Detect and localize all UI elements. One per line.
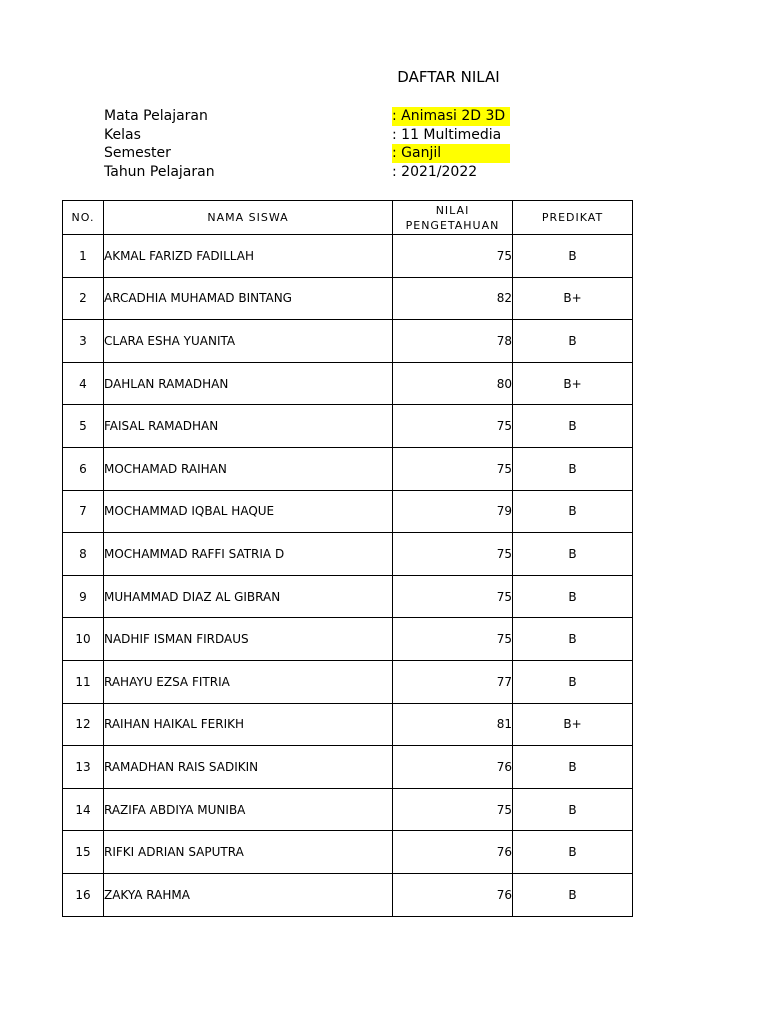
cell-no: 16 <box>63 873 104 916</box>
cell-predicate: B <box>513 235 633 278</box>
table-body <box>63 235 633 917</box>
cell-no: 8 <box>63 533 104 576</box>
cell-predicate: B <box>513 873 633 916</box>
cell-no: 3 <box>63 320 104 363</box>
table-row <box>63 362 633 405</box>
cell-name: NADHIF ISMAN FIRDAUS <box>104 618 393 661</box>
header-score-line2: PENGETAHUAN <box>405 218 500 232</box>
cell-score: 77 <box>393 660 513 703</box>
info-label: Semester <box>104 145 171 161</box>
cell-score: 75 <box>393 533 513 576</box>
header-predicate: PREDIKAT <box>513 201 633 235</box>
info-value: : 11 Multimedia <box>392 126 502 143</box>
table-row <box>63 320 633 363</box>
cell-name: DAHLAN RAMADHAN <box>104 362 393 405</box>
cell-predicate: B <box>513 660 633 703</box>
cell-no: 2 <box>63 277 104 320</box>
cell-score: 82 <box>393 277 513 320</box>
cell-predicate: B <box>513 831 633 874</box>
cell-name: ZAKYA RAHMA <box>104 873 393 916</box>
cell-score: 75 <box>393 447 513 490</box>
header-name: NAMA SISWA <box>104 201 393 235</box>
table-row <box>63 575 633 618</box>
cell-predicate: B <box>513 447 633 490</box>
cell-no: 10 <box>63 618 104 661</box>
header-score <box>393 201 513 235</box>
cell-predicate: B <box>513 788 633 831</box>
table-row <box>63 873 633 916</box>
info-label: Mata Pelajaran <box>104 108 208 124</box>
cell-name: MOCHAMMAD RAFFI SATRIA D <box>104 533 393 576</box>
info-value: : 2021/2022 <box>392 163 478 180</box>
cell-name: AKMAL FARIZD FADILLAH <box>104 235 393 278</box>
cell-score: 78 <box>393 320 513 363</box>
cell-no: 11 <box>63 660 104 703</box>
cell-score: 75 <box>393 405 513 448</box>
cell-name: MUHAMMAD DIAZ AL GIBRAN <box>104 575 393 618</box>
cell-predicate: B <box>513 533 633 576</box>
cell-name: ARCADHIA MUHAMAD BINTANG <box>104 277 393 320</box>
table-row <box>63 660 633 703</box>
cell-no: 9 <box>63 575 104 618</box>
cell-no: 13 <box>63 746 104 789</box>
info-label: Kelas <box>104 126 141 143</box>
cell-predicate: B+ <box>513 277 633 320</box>
table-row <box>63 490 633 533</box>
cell-name: RAMADHAN RAIS SADIKIN <box>104 746 393 789</box>
table-row <box>63 831 633 874</box>
header-no: NO. <box>63 201 104 235</box>
table-header-row <box>63 201 633 235</box>
cell-name: RAHAYU EZSA FITRIA <box>104 660 393 703</box>
cell-predicate: B <box>513 320 633 363</box>
cell-no: 4 <box>63 362 104 405</box>
info-value: : Ganjil <box>392 144 510 163</box>
table-row <box>63 277 633 320</box>
table-row <box>63 703 633 746</box>
cell-name: FAISAL RAMADHAN <box>104 405 393 448</box>
cell-predicate: B+ <box>513 362 633 405</box>
table-row <box>63 235 633 278</box>
table-row <box>63 533 633 576</box>
cell-predicate: B <box>513 746 633 789</box>
cell-score: 75 <box>393 618 513 661</box>
cell-no: 5 <box>63 405 104 448</box>
table-row <box>63 746 633 789</box>
info-label: Tahun Pelajaran <box>104 163 215 180</box>
info-value: : Animasi 2D 3D <box>392 107 510 126</box>
table-row <box>63 447 633 490</box>
cell-no: 6 <box>63 447 104 490</box>
cell-score: 79 <box>393 490 513 533</box>
cell-predicate: B <box>513 618 633 661</box>
cell-no: 12 <box>63 703 104 746</box>
cell-name: RAZIFA ABDIYA MUNIBA <box>104 788 393 831</box>
cell-predicate: B <box>513 490 633 533</box>
table-row <box>63 618 633 661</box>
cell-no: 15 <box>63 831 104 874</box>
header-score-line1: NILAI <box>435 203 470 217</box>
cell-name: RAIHAN HAIKAL FERIKH <box>104 703 393 746</box>
table-row <box>63 788 633 831</box>
cell-score: 81 <box>393 703 513 746</box>
cell-score: 75 <box>393 235 513 278</box>
cell-predicate: B <box>513 405 633 448</box>
cell-no: 1 <box>63 235 104 278</box>
cell-score: 76 <box>393 746 513 789</box>
cell-predicate: B <box>513 575 633 618</box>
cell-predicate: B+ <box>513 703 633 746</box>
cell-name: MOCHAMAD RAIHAN <box>104 447 393 490</box>
cell-no: 14 <box>63 788 104 831</box>
cell-name: MOCHAMMAD IQBAL HAQUE <box>104 490 393 533</box>
page-title: DAFTAR NILAI <box>397 68 500 86</box>
cell-score: 76 <box>393 831 513 874</box>
cell-score: 80 <box>393 362 513 405</box>
cell-name: RIFKI ADRIAN SAPUTRA <box>104 831 393 874</box>
table-row <box>63 405 633 448</box>
cell-score: 75 <box>393 788 513 831</box>
cell-score: 75 <box>393 575 513 618</box>
cell-no: 7 <box>63 490 104 533</box>
grades-table <box>62 200 633 917</box>
cell-name: CLARA ESHA YUANITA <box>104 320 393 363</box>
cell-score: 76 <box>393 873 513 916</box>
